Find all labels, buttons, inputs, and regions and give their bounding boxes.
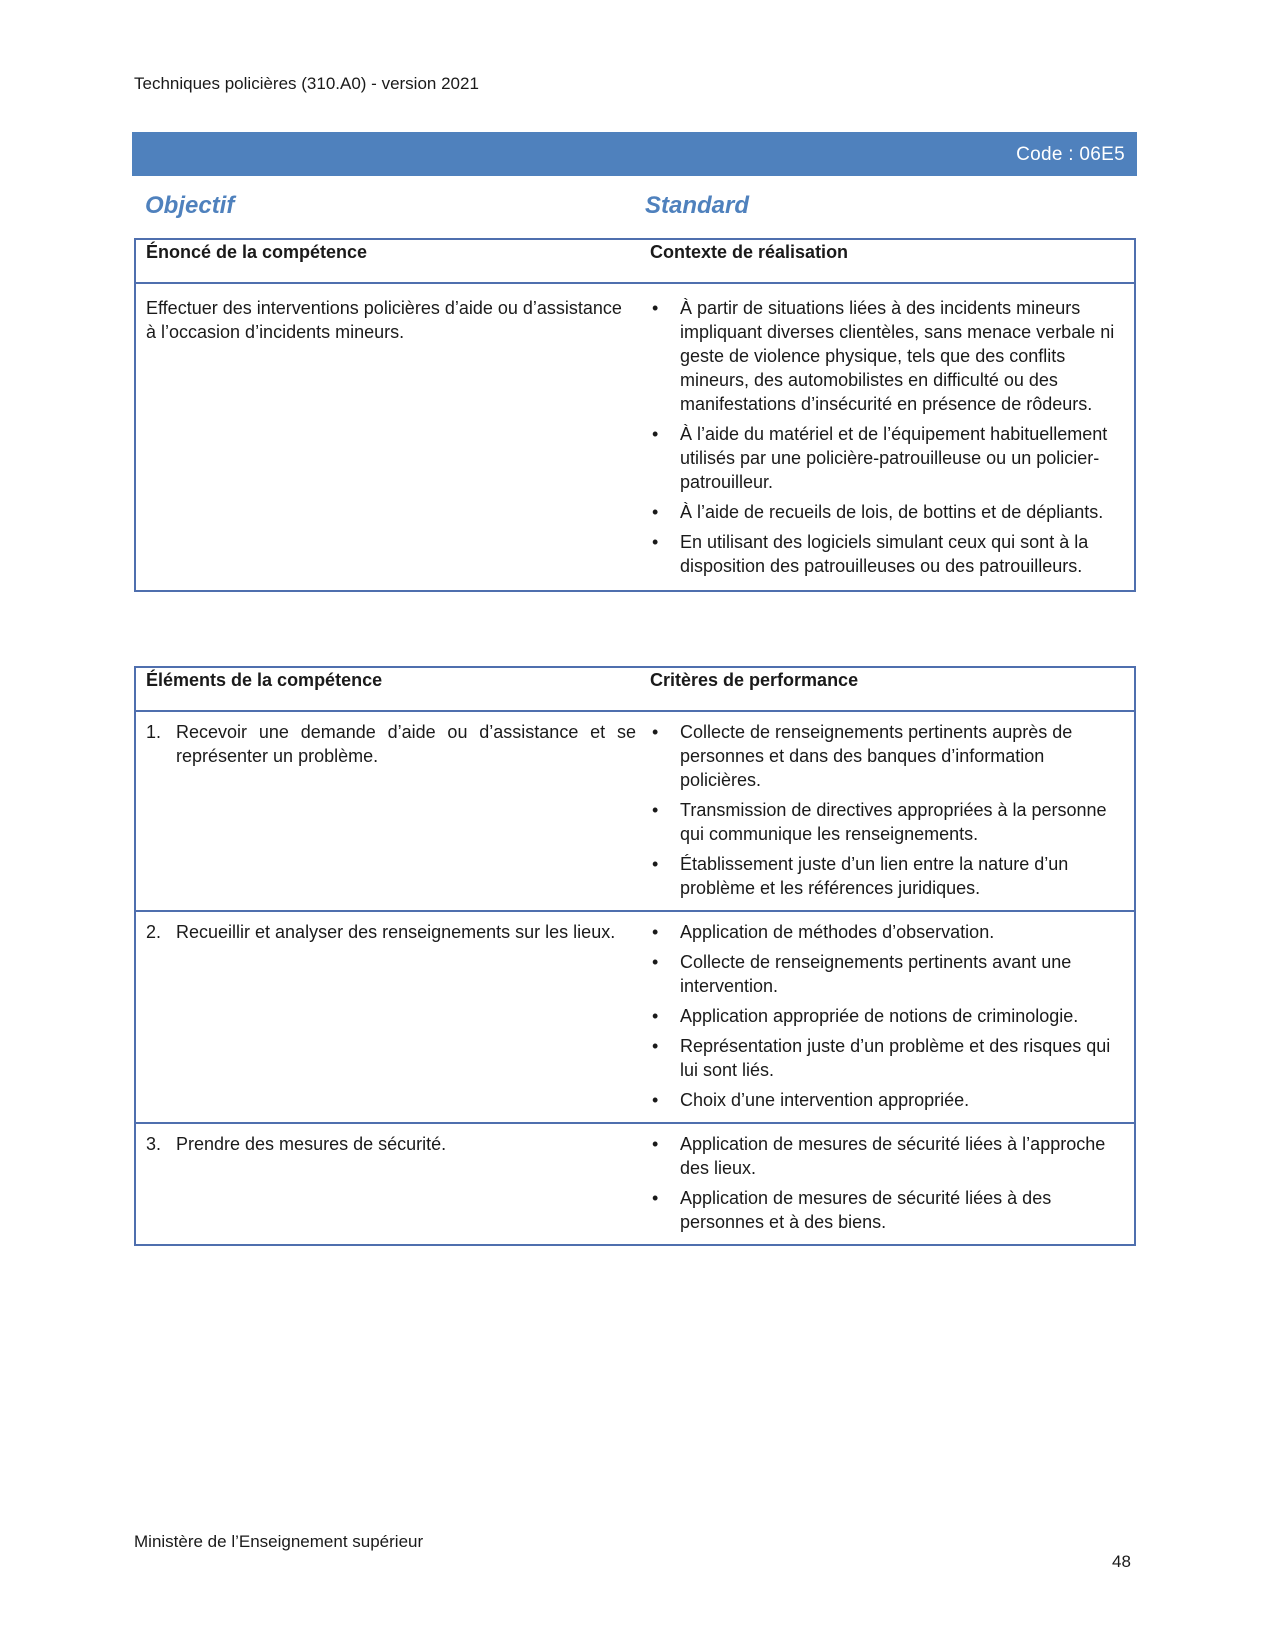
statement-column-header: Énoncé de la compétence: [135, 239, 650, 283]
objectif-heading: Objectif: [145, 192, 235, 219]
list-item: • À l’aide de recueils de lois, de bottins et de dépliants.: [650, 500, 1122, 524]
competency-statement-table: [134, 238, 1136, 592]
competency-statement: Effectuer des interventions policières d’aide ou d’assistance à l’occasion d’incidents mineurs.: [146, 298, 622, 342]
list-item: • En utilisant des logiciels simulant ceux qui sont à la disposition des patrouilleuses ou des patrouilleurs.: [650, 530, 1122, 578]
competency-code: Code : 06E5: [1016, 144, 1125, 165]
element-text: Recevoir une demande d’aide ou d’assistance et se représenter un problème.: [176, 722, 636, 766]
list-item: • À l’aide du matériel et de l’équipement habituellement utilisés par une policière-patrouilleuse ou un policier-patrouilleur.: [650, 422, 1122, 494]
elements-column-header: Éléments de la compétence: [135, 667, 650, 711]
element-number: 2.: [146, 922, 162, 942]
table-row: [135, 911, 1135, 1123]
list-item: • Application de mesures de sécurité liées à des personnes et à des biens.: [650, 1186, 1122, 1234]
table-header-row: [135, 239, 1135, 283]
list-item: • Application appropriée de notions de criminologie.: [650, 1004, 1122, 1028]
element-text: Prendre des mesures de sécurité.: [176, 1134, 447, 1154]
list-item: • Choix d’une intervention appropriée.: [650, 1088, 1122, 1112]
competency-element: [146, 920, 636, 944]
list-item: • Représentation juste d’un problème et des risques qui lui sont liés.: [650, 1034, 1122, 1082]
code-bar: [132, 132, 1137, 176]
competency-elements-table: [134, 666, 1136, 1246]
context-column-header: Contexte de réalisation: [650, 239, 1135, 283]
context-cell: [650, 283, 1135, 591]
page-number: 48: [1112, 1552, 1131, 1571]
list-item: • Établissement juste d’un lien entre la nature d’un problème et les références juridiques.: [650, 852, 1122, 900]
list-item: • Collecte de renseignements pertinents avant une intervention.: [650, 950, 1122, 998]
table-row: [135, 1123, 1135, 1245]
standard-heading: Standard: [645, 192, 750, 219]
criteria-column-header: Critères de performance: [650, 667, 1135, 711]
list-item: • À partir de situations liées à des incidents mineurs impliquant diverses clientèles, sans menace verbale ni geste de violence physique, tels que des conflits mineurs, des automobilistes en difficulté ou des manifestations d’insécurité en présence de rôdeurs.: [650, 296, 1122, 416]
element-number: 1.: [146, 722, 162, 742]
element-text: Recueillir et analyser des renseignements sur les lieux.: [176, 922, 616, 942]
element-number: 3.: [146, 1134, 162, 1154]
context-list: [650, 296, 1122, 578]
document-header: Techniques policières (310.A0) - version 2021: [134, 74, 479, 93]
table-row: [135, 283, 1135, 591]
table-row: [135, 711, 1135, 911]
table-header-row: [135, 667, 1135, 711]
criteria-list: [650, 1132, 1122, 1234]
criteria-list: [650, 920, 1122, 1112]
competency-element: [146, 720, 636, 768]
list-item: • Collecte de renseignements pertinents auprès de personnes et dans des banques d’information policières.: [650, 720, 1122, 792]
list-item: • Application de mesures de sécurité liées à l’approche des lieux.: [650, 1132, 1122, 1180]
list-item: • Transmission de directives appropriées à la personne qui communique les renseignements.: [650, 798, 1122, 846]
footer-ministry: Ministère de l’Enseignement supérieur: [134, 1532, 424, 1551]
criteria-list: [650, 720, 1122, 900]
list-item: • Application de méthodes d’observation.: [650, 920, 1122, 944]
competency-element: [146, 1132, 636, 1156]
